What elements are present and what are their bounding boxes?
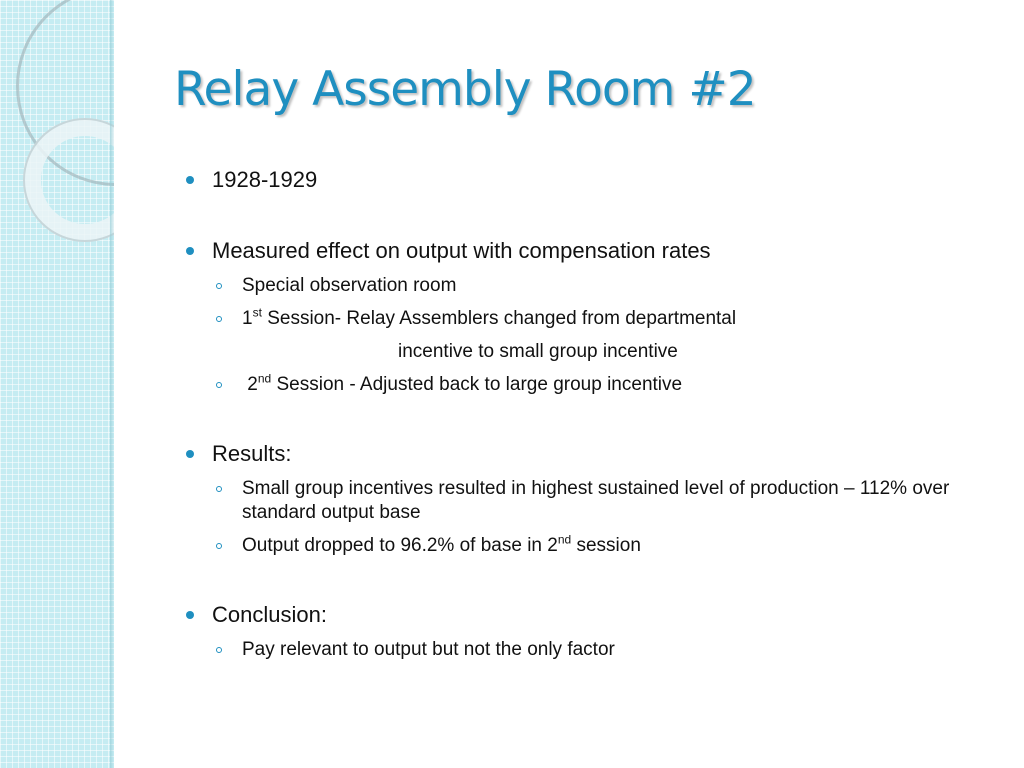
sub-bullet-first-session: 1st Session- Relay Assemblers changed from departmental [186,307,986,331]
bullet-dates: 1928-1929 [186,166,986,194]
sub-bullet-pay-relevant: Pay relevant to output but not the only factor [186,638,986,662]
decorative-sidebar [0,0,114,768]
slide-title: Relay Assembly Room #2 [174,62,756,117]
bullet-measured-effect: Measured effect on output with compensation rates [186,237,986,265]
sub-bullet-small-group-result: Small group incentives resulted in highest sustained level of production – 112% over standard output base [186,477,986,525]
bullet-conclusion: Conclusion: [186,601,986,629]
sub-bullet-first-session-continuation: incentive to small group incentive [398,341,678,362]
sub-bullet-observation-room: Special observation room [186,274,986,298]
bullet-results: Results: [186,440,986,468]
sub-bullet-output-dropped: Output dropped to 96.2% of base in 2nd session [186,534,986,558]
sidebar-edge-shadow [110,0,114,768]
slide-body [186,166,986,662]
sub-bullet-second-session: 2nd Session - Adjusted back to large group incentive [186,373,986,397]
